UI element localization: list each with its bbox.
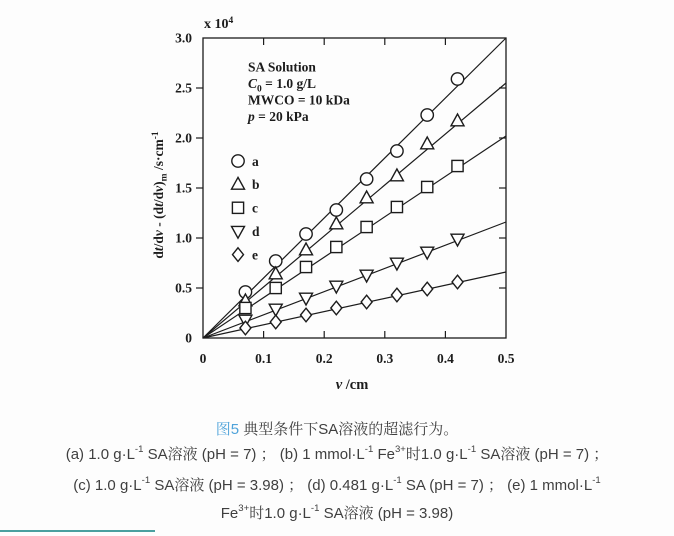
svg-text:1.5: 1.5: [175, 180, 192, 196]
svg-text:0: 0: [185, 330, 192, 346]
partial-table-top-border: [0, 530, 155, 532]
svg-text:2.5: 2.5: [175, 80, 192, 96]
legend: [232, 154, 261, 263]
caption-line-2: (c) 1.0 $g\cdot L^{-1}$ SA溶液 (pH = 3.98) ； (d) 0.481 $g\cdot L^{-1}$ SA (pH = 7) ； (e) 1 $mmol\cdot L^{-1}$: [73, 474, 601, 494]
x-axis-label: v /cm: [335, 377, 369, 393]
svg-text:0.1: 0.1: [255, 351, 273, 366]
svg-text:p = 20 kPa: p = 20 kPa: [248, 109, 309, 124]
svg-text:a: a: [252, 153, 259, 169]
svg-text:0: 0: [199, 351, 207, 366]
svg-text:0.5: 0.5: [175, 280, 192, 296]
caption-line-1: (a) 1.0 $g\cdot L^{-1}$ SA溶液 (pH = 7) ； (b) 1 $mmol\cdot L^{-1}$ $Fe^{3+}$时1.0 $g\cdot L^{-1}$ SA溶液 (pH = 7) ；: [65, 443, 609, 463]
svg-text:0.3: 0.3: [376, 351, 394, 366]
y-scale-label: x $10^4$: [204, 16, 234, 32]
svg-text:d: d: [252, 224, 260, 239]
svg-text:3.0: 3.0: [175, 30, 192, 46]
caption-line-3: $Fe^{3+}$时1.0 $g\cdot L^{-1}$ SA溶液 (pH = 3.98): [220, 502, 454, 522]
annotation-box: [247, 60, 350, 125]
svg-text:b: b: [252, 177, 260, 193]
svg-text:C0 = 1.0 g/L: $C_0 = 1.0$ g/L: [248, 76, 316, 95]
svg-text:1.0: 1.0: [175, 230, 192, 246]
svg-text:MWCO = 10 kDa: MWCO = 10 kDa: [248, 92, 350, 108]
svg-text:SA Solution: SA Solution: [248, 59, 316, 75]
y-axis-label: $dt/dv - (dt/dv)_m$ $/s\cdot cm^{-1}$: [151, 131, 170, 259]
svg-text:e: e: [252, 247, 258, 263]
svg-text:0.2: 0.2: [315, 351, 333, 366]
svg-text:0.5: 0.5: [497, 351, 515, 366]
figure-number: 图5: [215, 421, 240, 438]
svg-text:2.0: 2.0: [175, 130, 192, 146]
figure-caption-title: [0, 418, 674, 439]
svg-text:c: c: [252, 200, 258, 216]
svg-text:0.4: 0.4: [436, 351, 454, 366]
figure-title-text: 典型条件下SA溶液的超滤行为。: [239, 421, 459, 438]
